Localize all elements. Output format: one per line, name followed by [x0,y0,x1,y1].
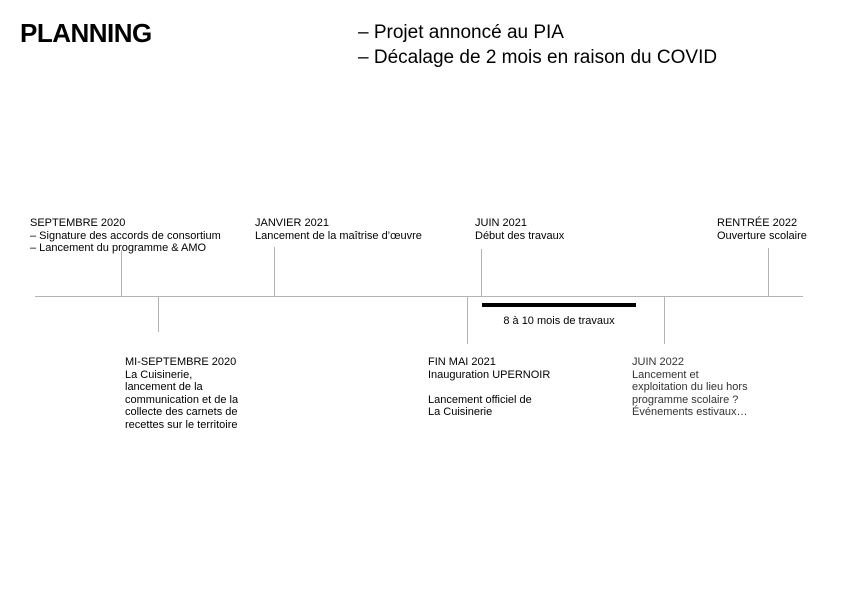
event-date: FIN MAI 2021 [428,356,496,368]
event-line: La Cuisinerie [428,406,493,418]
timeline-axis [35,296,803,297]
event-date: JUIN 2022 [632,356,684,368]
works-duration-bar [482,303,636,307]
note-pia: – Projet annoncé au PIA [358,22,564,43]
event-line-spacer [428,381,550,394]
event-juin-2022 [632,356,748,419]
tick-janv-2021 [274,247,275,296]
event-line: recettes sur le territoire [125,418,238,431]
tick-juin-2022 [664,297,665,344]
event-line: lancement de la [125,381,203,393]
event-line: communication et de la [125,393,239,406]
event-fin-mai-2021 [428,356,550,419]
event-line: Lancement officiel de [428,393,532,406]
tick-mi-sept-2020 [158,297,159,332]
event-line: Début des travaux [475,229,565,242]
event-mi-sept-2020 [125,356,238,431]
page-title: PLANNING [20,18,152,48]
tick-juin-2021 [481,249,482,296]
event-date: JANVIER 2021 [255,217,329,229]
event-line: Événements estivaux… [632,406,748,418]
event-sept-2020 [30,217,221,255]
event-date: RENTRÉE 2022 [717,217,798,229]
tick-rentree-2022 [768,248,769,296]
event-line: Inauguration UPERNOIR [428,368,551,381]
event-date: MI-SEPTEMBRE 2020 [125,356,237,368]
tick-sept-2020 [121,250,122,296]
event-line: programme scolaire ? [632,393,739,406]
event-line: Lancement de la maîtrise d’œuvre [255,229,422,242]
note-covid: – Décalage de 2 mois en raison du COVID [358,47,718,68]
event-line: La Cuisinerie, [125,368,193,381]
event-date: SEPTEMBRE 2020 [30,217,126,229]
event-line: Ouverture scolaire [717,229,807,242]
works-duration-label: 8 à 10 mois de travaux [503,315,615,327]
event-line: – Signature des accords de consortium [30,229,221,242]
event-rentree-2022 [717,217,807,242]
event-date: JUIN 2021 [475,217,527,229]
event-janv-2021 [255,217,422,242]
event-line: – Lancement du programme & AMO [30,242,207,254]
event-line: collecte des carnets de [125,406,238,418]
event-line: exploitation du lieu hors [632,381,748,393]
event-juin-2021 [475,217,564,242]
notes [358,20,717,70]
event-line: Lancement et [632,368,699,381]
tick-fin-mai-2021 [467,297,468,344]
